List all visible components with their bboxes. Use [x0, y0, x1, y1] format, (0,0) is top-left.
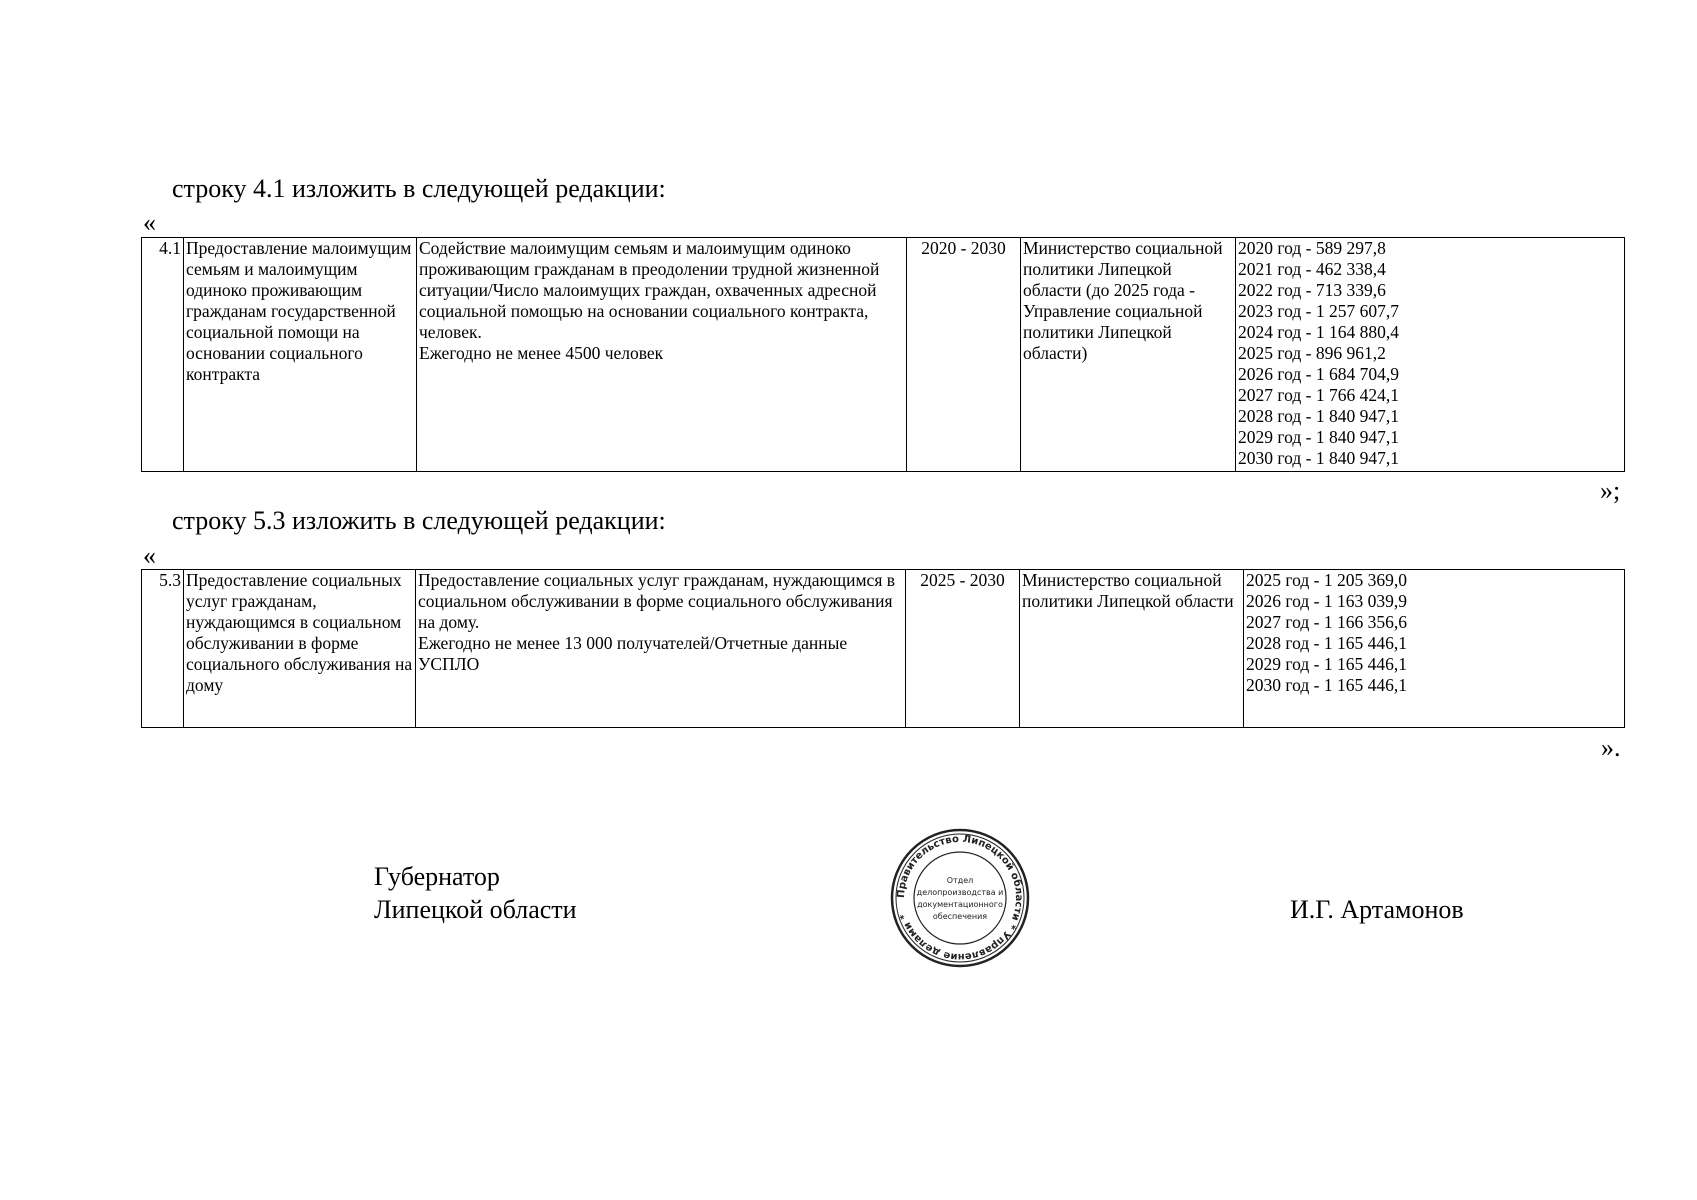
- funding-line: 2022 год - 713 339,6: [1238, 280, 1386, 300]
- section2-open-quote: «: [143, 541, 156, 570]
- signature-title-line1: Губернатор: [374, 862, 500, 891]
- row-number: 5.3: [142, 570, 184, 728]
- funding-line: 2028 год - 1 165 446,1: [1246, 633, 1407, 653]
- row-years: 2025 - 2030: [906, 570, 1020, 728]
- funding-line: 2029 год - 1 840 947,1: [1238, 427, 1399, 447]
- funding-line: 2026 год - 1 684 704,9: [1238, 364, 1399, 384]
- funding-line: 2028 год - 1 840 947,1: [1238, 406, 1399, 426]
- section2-close-quote: ».: [1601, 733, 1621, 762]
- section1-heading: строку 4.1 изложить в следующей редакции:: [172, 174, 666, 203]
- official-seal-icon: [889, 827, 1031, 969]
- funding-line: 2023 год - 1 257 607,7: [1238, 301, 1399, 321]
- row-name: Предоставление социальных услуг гражданам, нуждающимся в социальном обслуживании в форме социального обслуживания на дому: [184, 570, 416, 728]
- row-goal-target: Ежегодно не менее 4500 человек: [419, 343, 664, 363]
- row-funding: [1244, 570, 1625, 728]
- row-executor: Министерство социальной политики Липецкой области (до 2025 года - Управление социальной политики Липецкой области): [1021, 238, 1236, 472]
- funding-line: 2025 год - 1 205 369,0: [1246, 570, 1407, 590]
- row-funding: [1236, 238, 1625, 472]
- seal-center-line: обеспечения: [932, 912, 988, 921]
- funding-line: 2021 год - 462 338,4: [1238, 259, 1386, 279]
- seal-ring-text: Правительство Липецкой области * Управление делами *: [895, 833, 1025, 963]
- svg-text:Правительство Липецкой области: [896, 834, 1024, 962]
- section1-close-quote: »;: [1600, 476, 1621, 505]
- row-years: 2020 - 2030: [907, 238, 1021, 472]
- row-number: 4.1: [142, 238, 184, 472]
- funding-line: 2027 год - 1 166 356,6: [1246, 612, 1407, 632]
- funding-line: 2030 год - 1 165 446,1: [1246, 675, 1407, 695]
- seal-center-line: делопроизводства и: [916, 888, 1004, 897]
- row-goal-target: Ежегодно не менее 13 000 получателей/Отчетные данные УСПЛО: [418, 633, 848, 674]
- funding-line: 2029 год - 1 165 446,1: [1246, 654, 1407, 674]
- signature-title-line2: Липецкой области: [374, 895, 577, 924]
- funding-line: 2025 год - 896 961,2: [1238, 343, 1386, 363]
- row-goal-text: Предоставление социальных услуг гражданам, нуждающимся в социальном обслуживании в форме социального обслуживания на дому.: [418, 570, 896, 632]
- funding-line: 2020 год - 589 297,8: [1238, 238, 1386, 258]
- section1-table: [141, 237, 1625, 472]
- row-name: Предоставление малоимущим семьям и малоимущим одиноко проживающим гражданам государственной социальной помощи на основании социального контракта: [184, 238, 417, 472]
- signature-name: И.Г. Артамонов: [1290, 895, 1464, 924]
- signature-title: [374, 860, 577, 926]
- row-goal: [416, 570, 906, 728]
- funding-line: 2030 год - 1 840 947,1: [1238, 448, 1399, 468]
- section2-heading: строку 5.3 изложить в следующей редакции:: [172, 506, 666, 535]
- table-row: [142, 238, 1625, 472]
- funding-line: 2026 год - 1 163 039,9: [1246, 591, 1407, 611]
- seal-center-line: Отдел: [946, 876, 974, 885]
- funding-line: 2024 год - 1 164 880,4: [1238, 322, 1399, 342]
- funding-line: 2027 год - 1 766 424,1: [1238, 385, 1399, 405]
- row-executor: Министерство социальной политики Липецкой области: [1020, 570, 1244, 728]
- row-goal: [417, 238, 907, 472]
- row-goal-text: Содействие малоимущим семьям и малоимущим одиноко проживающим гражданам в преодолении трудной жизненной ситуации/Число малоимущих граждан, охваченных адресной социальной помощью на основании социального контракта, человек.: [419, 238, 880, 342]
- section2-table: [141, 569, 1625, 728]
- section1-open-quote: «: [143, 208, 156, 237]
- seal-center-line: документационного: [917, 900, 1003, 909]
- table-row: [142, 570, 1625, 728]
